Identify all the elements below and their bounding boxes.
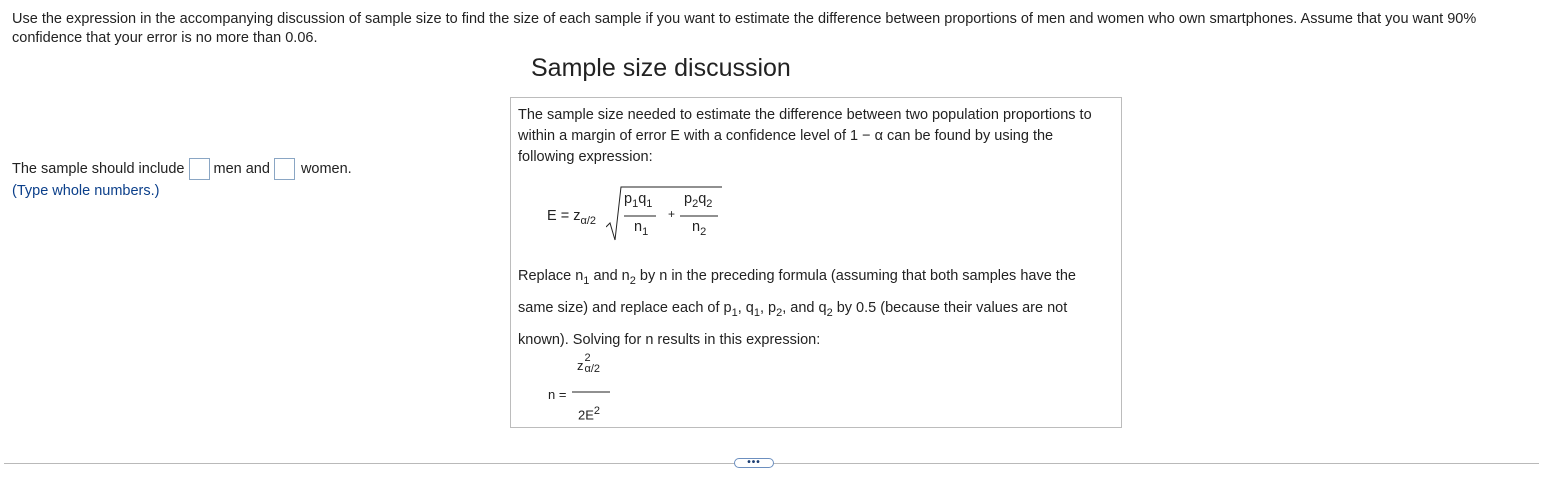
formula1-num2: $p_2q_2$ [684, 191, 713, 210]
answer-hint: (Type whole numbers.) [12, 183, 160, 199]
formula2-denominator: $2E^2$ [578, 405, 601, 423]
more-options-button[interactable] [734, 458, 774, 468]
formula2-lhs: n = [548, 387, 567, 402]
formula1-den2: $n_2$ [692, 219, 707, 238]
ellipsis-icon: ••• [747, 457, 761, 468]
formula2-fraction-bar [572, 391, 612, 395]
formula1-den1: $n_1$ [634, 219, 649, 238]
question-text: Use the expression in the accompanying discussion of sample size to find the size of each sample if you want to estimate the difference between proportions of men and women who own smartphones. Assume that you want 90% confidence that your error is no more than 0.06. [12, 11, 1477, 46]
answer-row [12, 156, 352, 182]
answer-area [12, 156, 352, 199]
formula1-lhs: $E = z_{\alpha/2}$ [547, 208, 596, 227]
answer-suffix: women. [300, 161, 352, 177]
formula1-plus: + [668, 207, 676, 221]
women-sample-input[interactable] [274, 158, 295, 180]
sample-size-panel [510, 97, 1122, 428]
answer-prefix: The sample should include [12, 161, 185, 177]
panel-paragraph-2: Replace $n_1$ and $n_2$ by n in the preceding formula (assuming that both samples have the same size) and replace each of $p_1$, $q_1$, $p_2$, and $q_2$ by 0.5 (because their values are not known). Solving for n results in this expression: [518, 268, 1076, 348]
formula2-numerator: z 2 α/2 [577, 352, 601, 375]
panel-intro: The sample size needed to estimate the difference between two population proportions to within a margin of error E with a confidence level of 1 − α can be found by using the following expression: [518, 107, 1092, 165]
formula1-num1: $p_1q_1$ [624, 191, 653, 210]
answer-middle: men and [213, 161, 270, 177]
men-sample-input[interactable] [189, 158, 210, 180]
panel-title: Sample size discussion [531, 54, 791, 82]
